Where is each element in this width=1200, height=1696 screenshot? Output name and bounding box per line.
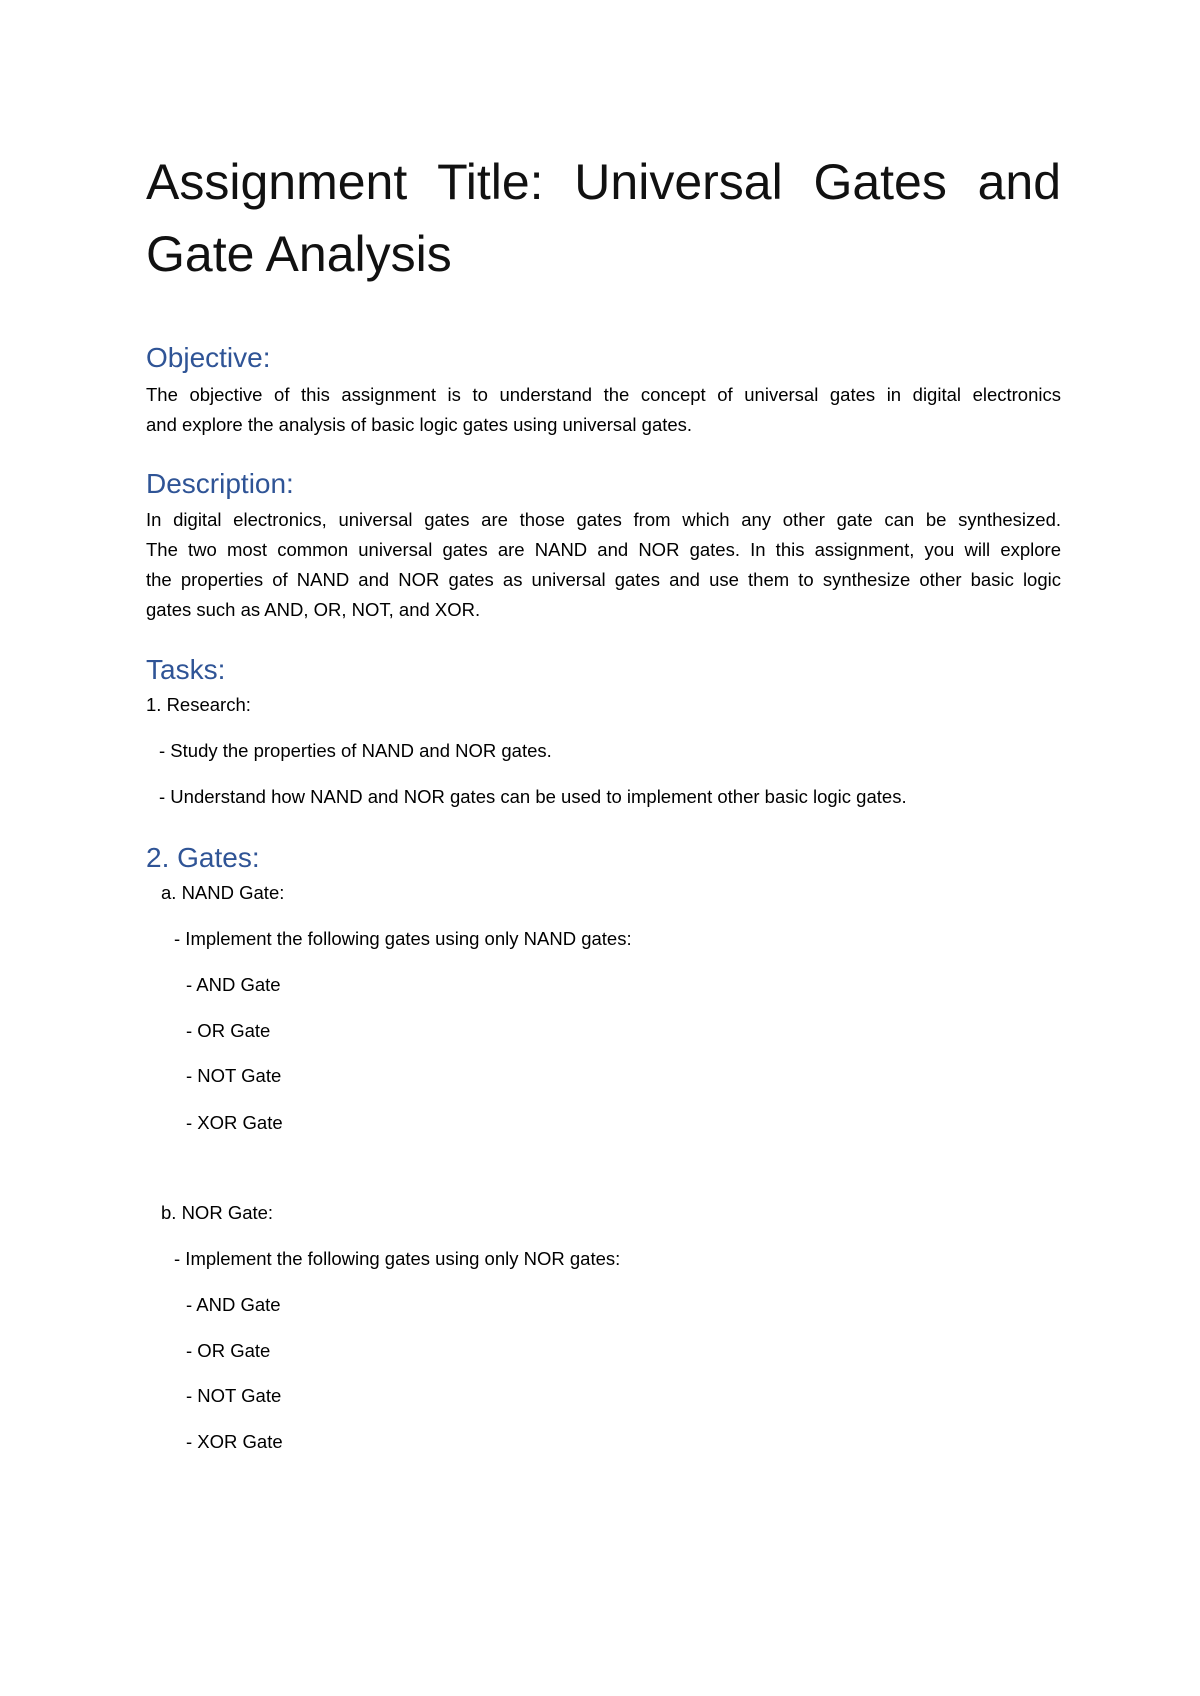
tasks-heading: Tasks: [146, 654, 226, 685]
description-text-line-1: In digital electronics, universal gates are those gates from which any other gate can be synthesized. [146, 509, 1061, 530]
description-heading: Description: [146, 468, 294, 499]
nor-gate-label: b. NOR Gate: [161, 1202, 274, 1223]
nor-list-item: - NOT Gate [186, 1385, 282, 1406]
research-item: - Understand how NAND and NOR gates can be used to implement other basic logic gates. [159, 786, 907, 807]
title-line-1: Assignment Title: Universal Gates and [146, 154, 1061, 210]
research-item: - Study the properties of NAND and NOR gates. [159, 740, 552, 761]
nand-list-item: - AND Gate [186, 974, 281, 995]
nand-instruction: - Implement the following gates using only NAND gates: [174, 928, 632, 949]
description-text-line-3: the properties of NAND and NOR gates as universal gates and use them to synthesize other basic logic [146, 569, 1061, 590]
nor-instruction: - Implement the following gates using only NOR gates: [174, 1248, 621, 1269]
gates-heading: 2. Gates: [146, 842, 260, 873]
title-line-2: Gate Analysis [146, 226, 452, 282]
nor-list-item: - XOR Gate [186, 1431, 283, 1452]
objective-text-line-2: and explore the analysis of basic logic gates using universal gates. [146, 414, 693, 435]
objective-heading: Objective: [146, 342, 271, 373]
research-label: 1. Research: [146, 694, 251, 715]
description-text-line-4: gates such as AND, OR, NOT, and XOR. [146, 599, 481, 620]
nand-list-item: - OR Gate [186, 1020, 271, 1041]
objective-text-line-1: The objective of this assignment is to understand the concept of universal gates in digital electronics [146, 384, 1061, 405]
nor-list-item: - OR Gate [186, 1340, 271, 1361]
nand-list-item: - NOT Gate [186, 1065, 282, 1086]
description-text-line-2: The two most common universal gates are NAND and NOR gates. In this assignment, you will explore [146, 539, 1061, 560]
nand-gate-label: a. NAND Gate: [161, 882, 285, 903]
nand-list-item: - XOR Gate [186, 1112, 283, 1133]
nor-list-item: - AND Gate [186, 1294, 281, 1315]
